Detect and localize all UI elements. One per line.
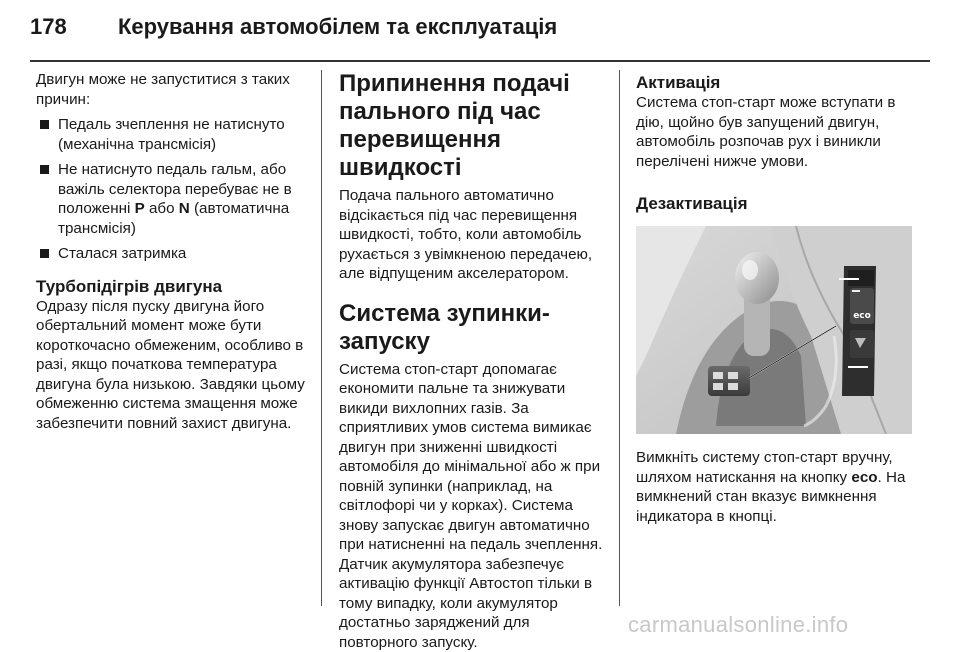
eco-button-photo: [636, 226, 912, 434]
eco-button-label: eco: [853, 311, 871, 321]
turbo-heading: Турбопідігрів двигуна: [36, 276, 308, 297]
watermark: carmanualsonline.info: [628, 612, 848, 638]
bullet-text: Педаль зчеплення не натиснуто (механічна трансмісія): [58, 115, 308, 154]
column-right: [636, 70, 916, 526]
stop-start-heading: Система зупинки-запуску: [339, 300, 611, 356]
activation-text: Система стоп-старт може вступати в дію, щойно був запущений двигун, автомобіль розпочав рух і виникли перелічені нижче умови.: [636, 93, 916, 171]
page-number: 178: [30, 14, 67, 40]
column-divider: [619, 70, 620, 606]
activation-heading: Активація: [636, 72, 916, 93]
turbo-text: Одразу після пуску двигуна його обертальний момент може бути короткочасно обмеженим, особливо в разі, якщо початкова температура двигуна була низькою. Завдяки цьому обмеженню система змащення може забезпечити повний захист двигуна.: [36, 297, 308, 434]
bullet-text: Не натиснуто педаль гальм, або важіль селектора перебуває не в положенні P або N (автоматична трансмісія): [58, 160, 308, 238]
fuel-cutoff-heading: Припинення подачі пального під час перевищення швидкості: [339, 70, 611, 182]
header-divider: [30, 60, 930, 62]
list-item: [36, 115, 308, 154]
bullet-icon: [40, 249, 49, 258]
gear-p: P: [135, 200, 145, 217]
stop-start-text: Система стоп-старт допомагає економити пальне та знижувати викиди вихлопних газів. За сприятливих умов система вимикає двигун при зниженні швидкості автомобіля до мінімальної або ж при повній зупинки (наприклад, на світлофорі чи у корках). Система знову запускає двигун автоматично при натисненні на педаль зчеплення. Датчик акумулятора забезпечує активацію функції Автостоп тільки в тому випадку, коли акумулятор достатньо заряджений для повторного запуску.: [339, 360, 611, 652]
bullet-icon: [40, 165, 49, 174]
fuel-cutoff-text: Подача пального автоматично відсікається під час перевищення швидкості, тобто, коли автомобіль рухається з увімкненою передачею, але відпущеним акселератором.: [339, 186, 611, 284]
deactivation-text: Вимкніть систему стоп-старт вручну, шляхом натискання на кнопку eco. На вимкнений стан вказує вимкнення індикатора в кнопці.: [636, 448, 916, 526]
bullet-text: Сталася затримка: [58, 244, 308, 264]
bullet-icon: [40, 120, 49, 129]
page-header: [0, 0, 960, 62]
chapter-title: Керування автомобілем та експлуатація: [118, 14, 557, 40]
column-middle: [339, 70, 611, 652]
list-item: [36, 160, 308, 238]
column-left: [36, 70, 308, 433]
column-divider: [321, 70, 322, 606]
intro-text: Двигун може не запуститися з таких причин:: [36, 70, 308, 109]
deactivation-heading: Дезактивація: [636, 193, 916, 214]
gear-n: N: [179, 200, 190, 217]
list-item: [36, 244, 308, 264]
eco-word: eco: [851, 469, 877, 486]
